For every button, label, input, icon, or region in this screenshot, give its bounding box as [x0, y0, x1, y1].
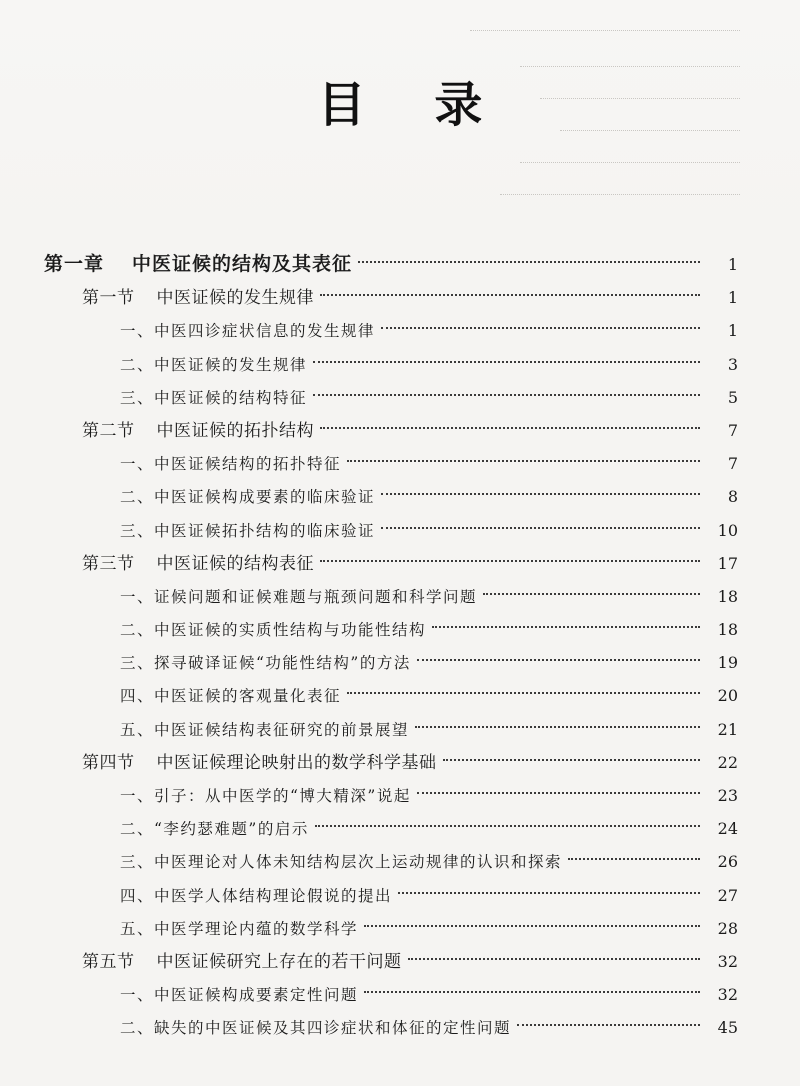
toc-entry-item[interactable] [0, 713, 800, 746]
toc-page-number: 32 [717, 951, 738, 971]
toc-entry-item[interactable] [0, 978, 800, 1011]
toc-entry-item[interactable] [0, 646, 800, 679]
toc-entry-title: 三、中医证候的结构特征 [120, 388, 308, 407]
dot-leader [381, 327, 700, 329]
toc-entry-title: 二、中医证候的实质性结构与功能性结构 [120, 621, 427, 640]
dot-leader [320, 560, 700, 562]
toc-entry-title: 五、中医学理论内蕴的数学科学 [120, 919, 359, 938]
toc-page-number: 19 [717, 653, 738, 673]
page-title: 目 录 [317, 77, 509, 133]
bleed-through-line [470, 30, 740, 32]
toc-entry-text: 中医证候的拓扑结构 [156, 420, 314, 441]
dot-leader [364, 991, 700, 993]
toc-page-number: 22 [717, 752, 738, 772]
toc-entry-title: 三、中医证候拓扑结构的临床验证 [120, 521, 376, 540]
toc-page-number: 10 [717, 520, 738, 540]
toc-entry-item[interactable] [0, 314, 800, 347]
dot-leader [415, 726, 700, 728]
toc-entry-item[interactable] [0, 514, 800, 547]
toc-entry-section[interactable] [0, 414, 800, 447]
toc-entry-title [44, 248, 352, 281]
toc-entry-title: 三、探寻破译证候“功能性结构”的方法 [120, 654, 411, 673]
toc-entry-section[interactable] [0, 547, 800, 580]
toc-entry-title [82, 282, 314, 315]
toc-entry-section[interactable] [0, 746, 800, 779]
dot-leader [517, 1024, 700, 1026]
toc-entry-title [82, 747, 437, 780]
toc-entry-number: 第二节 [82, 420, 135, 441]
toc-entry-text: 中医证候理论映射出的数学科学基础 [156, 752, 437, 773]
table-of-contents [0, 248, 800, 1045]
toc-entry-title: 一、中医证候构成要素定性问题 [120, 986, 359, 1005]
toc-entry-item[interactable] [0, 348, 800, 381]
toc-page-number: 21 [717, 719, 738, 739]
toc-entry-text: 中医证候的发生规律 [156, 288, 314, 309]
toc-entry-title: 一、证候问题和证候难题与瓶颈问题和科学问题 [120, 587, 478, 606]
dot-leader [313, 394, 700, 396]
toc-entry-title [82, 946, 402, 979]
toc-page-number: 20 [717, 686, 738, 706]
toc-page-number: 45 [717, 1018, 738, 1038]
toc-entry-item[interactable] [0, 1011, 800, 1044]
toc-entry-item[interactable] [0, 912, 800, 945]
toc-entry-number: 第三节 [82, 553, 135, 574]
toc-entry-title [82, 548, 314, 581]
toc-entry-number: 第四节 [82, 752, 135, 773]
dot-leader [408, 958, 701, 960]
dot-leader [313, 361, 700, 363]
toc-entry-chapter[interactable] [0, 248, 800, 281]
toc-page-number: 7 [727, 454, 738, 474]
dot-leader [381, 527, 700, 529]
toc-entry-number: 第一章 [44, 253, 105, 275]
dot-leader [364, 925, 700, 927]
toc-page-number: 27 [717, 885, 738, 905]
toc-entry-item[interactable] [0, 879, 800, 912]
dot-leader [315, 825, 700, 827]
dot-leader [320, 427, 700, 429]
dot-leader [432, 626, 700, 628]
toc-page-number: 18 [717, 620, 738, 640]
toc-entry-item[interactable] [0, 613, 800, 646]
toc-entry-number: 第五节 [82, 951, 135, 972]
toc-entry-section[interactable] [0, 945, 800, 978]
toc-page-number: 18 [717, 586, 738, 606]
toc-entry-text: 中医证候的结构及其表征 [132, 253, 353, 275]
dot-leader [398, 892, 700, 894]
toc-entry-title: 二、“李约瑟难题”的启示 [120, 820, 309, 839]
toc-entry-item[interactable] [0, 779, 800, 812]
dot-leader [483, 593, 700, 595]
toc-page-number: 1 [727, 255, 738, 274]
toc-page-number: 1 [727, 288, 738, 308]
toc-entry-item[interactable] [0, 679, 800, 712]
toc-entry-section[interactable] [0, 281, 800, 314]
toc-entry-title: 五、中医证候结构表征研究的前景展望 [120, 720, 410, 739]
toc-page-number: 28 [717, 918, 738, 938]
toc-entry-title: 四、中医证候的客观量化表征 [120, 687, 342, 706]
toc-entry-number: 第一节 [82, 288, 135, 309]
toc-page-number: 26 [717, 852, 738, 872]
dot-leader [568, 858, 700, 860]
toc-page-number: 8 [727, 487, 738, 507]
toc-entry-title: 三、中医理论对人体未知结构层次上运动规律的认识和探索 [120, 853, 563, 872]
toc-entry-title: 二、中医证候构成要素的临床验证 [120, 488, 376, 507]
dot-leader [443, 759, 701, 761]
bleed-through-line [500, 194, 740, 196]
dot-leader [358, 261, 700, 263]
toc-page-number: 7 [727, 420, 738, 440]
toc-entry-item[interactable] [0, 845, 800, 878]
toc-entry-title: 二、缺失的中医证候及其四诊症状和体征的定性问题 [120, 1019, 512, 1038]
toc-page-number: 32 [717, 985, 738, 1005]
toc-entry-title: 一、中医证候结构的拓扑特征 [120, 455, 342, 474]
dot-leader [347, 692, 700, 694]
toc-entry-title: 一、引子：从中医学的“博大精深”说起 [120, 787, 411, 805]
toc-entry-item[interactable] [0, 480, 800, 513]
toc-entry-item[interactable] [0, 447, 800, 480]
toc-entry-item[interactable] [0, 580, 800, 613]
toc-entry-item[interactable] [0, 812, 800, 845]
toc-page-number: 24 [717, 819, 738, 839]
toc-page-number: 1 [727, 321, 738, 341]
dot-leader [320, 294, 700, 296]
toc-page-number: 3 [727, 354, 738, 374]
toc-entry-title: 四、中医学人体结构理论假说的提出 [120, 886, 393, 905]
toc-entry-text: 中医证候的结构表征 [156, 553, 314, 574]
toc-entry-text: 中医证候研究上存在的若干问题 [156, 951, 402, 972]
toc-entry-title: 一、中医四诊症状信息的发生规律 [120, 322, 376, 341]
toc-entry-item[interactable] [0, 381, 800, 414]
dot-leader [347, 460, 700, 462]
dot-leader [381, 493, 700, 495]
bleed-through-line [520, 162, 740, 164]
toc-entry-title: 二、中医证候的发生规律 [120, 355, 308, 374]
dot-leader [417, 792, 700, 794]
toc-page-number: 23 [717, 786, 738, 805]
toc-page-number: 17 [717, 553, 738, 573]
toc-entry-title [82, 415, 314, 448]
toc-page-number: 5 [727, 387, 738, 407]
dot-leader [417, 659, 700, 661]
